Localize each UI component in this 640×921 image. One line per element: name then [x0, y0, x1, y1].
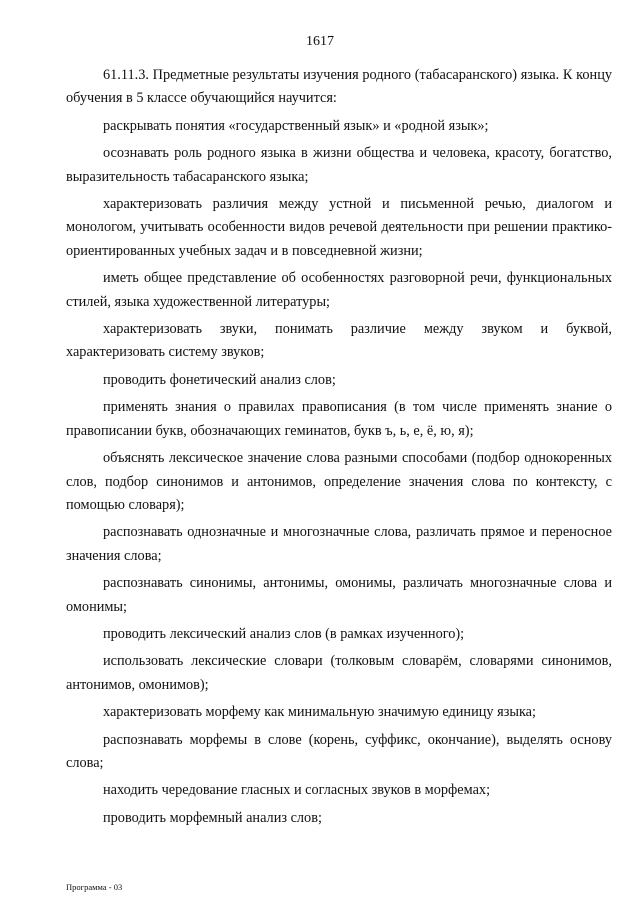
list-item: раскрывать понятия «государственный язык» и «родной язык»;	[103, 117, 489, 134]
list-item: объяснять лексическое значение слова разными способами (подбор однокоренных слов, подбор синонимов и антонимов, определение значения слова по контексту, с помощью словаря);	[66, 450, 612, 513]
page-number: 1617	[306, 34, 334, 49]
list-item: проводить морфемный анализ слов;	[103, 809, 322, 826]
list-item: распознавать синонимы, антонимы, омонимы, различать многозначные слова и омонимы;	[66, 575, 612, 615]
list-item: находить чередование гласных и согласных звуков в морфемах;	[103, 782, 491, 799]
list-item: проводить фонетический анализ слов;	[103, 371, 336, 388]
list-item: распознавать морфемы в слове (корень, суффикс, окончание), выделять основу слова;	[66, 731, 612, 771]
list-item: применять знания о правилах правописания (в том числе применять знание о правописании букв, обозначающих геминатов, букв ъ, ь, е, ё, ю, я);	[66, 399, 612, 439]
list-item: использовать лексические словари (толковым словарём, словарями синонимов, антонимов, омонимов);	[66, 653, 612, 693]
list-item: проводить лексический анализ слов (в рамках изученного);	[103, 625, 465, 642]
list-item: осознавать роль родного языка в жизни общества и человека, красоту, богатство, выразительность табасаранского языка;	[66, 145, 612, 185]
list-item: характеризовать звуки, понимать различие между звуком и буквой, характеризовать систему звуков;	[66, 321, 612, 361]
list-item: иметь общее представление об особенностях разговорной речи, функциональных стилей, языка художественной литературы;	[66, 270, 612, 310]
list-item: характеризовать морфему как минимальную значимую единицу языка;	[103, 704, 536, 721]
paragraph-heading: 61.11.3. Предметные результаты изучения родного (табасаранского) языка. К концу обучения в 5 классе обучающийся научится:	[66, 67, 612, 107]
list-item: распознавать однозначные и многозначные слова, различать прямое и переносное значения слова;	[66, 524, 612, 564]
list-item: характеризовать различия между устной и письменной речью, диалогом и монологом, учитывать особенности видов речевой деятельности при решении практико-ориентированных учебных задач и в повседневной жизни;	[66, 196, 612, 259]
document-body	[66, 64, 612, 834]
footer-label: Программа - 03	[66, 882, 123, 892]
